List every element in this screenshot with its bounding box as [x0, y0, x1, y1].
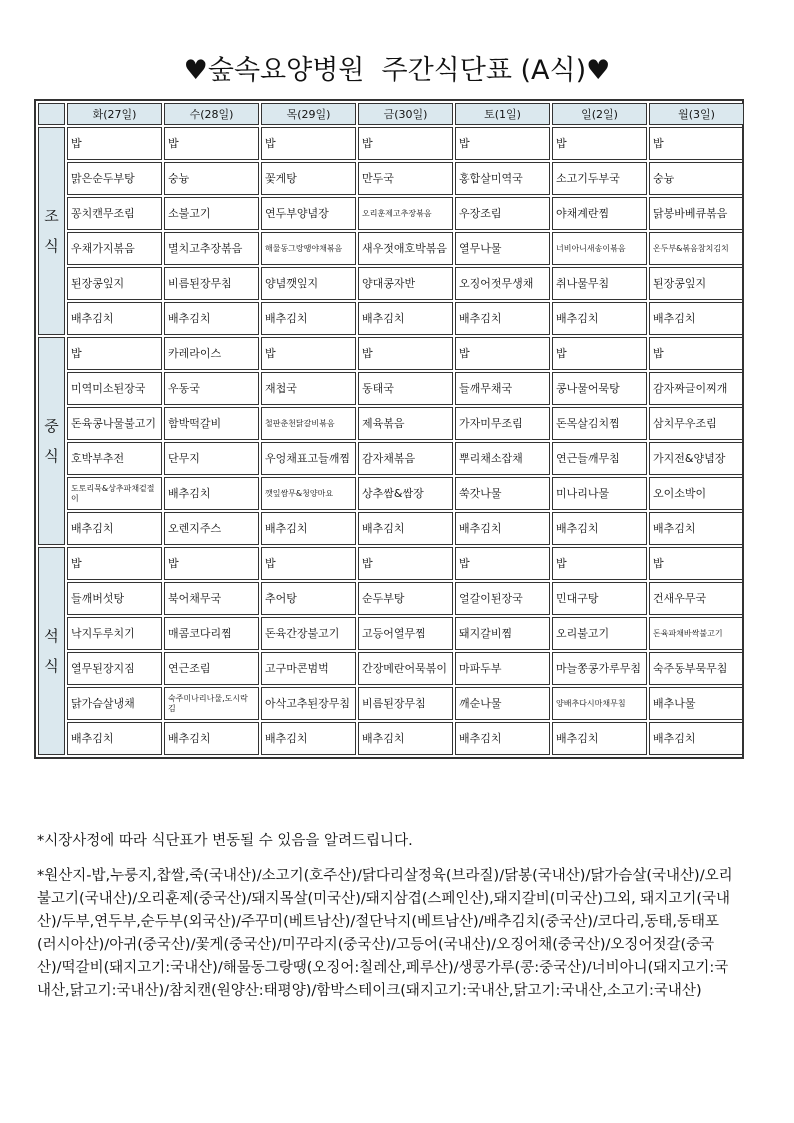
menu-item: 삼치무우조림: [649, 407, 744, 440]
menu-item: 추어탕: [261, 582, 356, 615]
meal-label: [38, 337, 65, 545]
menu-item: 배추김치: [552, 722, 647, 755]
menu-item: 해물동그랑땡야채볶음: [261, 232, 356, 265]
menu-item: 깨순나물: [455, 687, 550, 720]
meal-label-char: 조: [44, 207, 59, 225]
corner-cell: [38, 103, 65, 125]
menu-item: 돈육간장불고기: [261, 617, 356, 650]
day-header: 토(1일): [455, 103, 550, 125]
menu-item: 온두부&볶음참치김치: [649, 232, 744, 265]
menu-item: 양대콩자반: [358, 267, 453, 300]
day-header: 일(2일): [552, 103, 647, 125]
table-row: [38, 127, 744, 160]
menu-item: 밥: [455, 337, 550, 370]
menu-item: 배추김치: [649, 722, 744, 755]
menu-item: 미역미소된장국: [67, 372, 162, 405]
table-row: [38, 547, 744, 580]
menu-item: 숙주동부묵무침: [649, 652, 744, 685]
meal-label-char: 식: [44, 657, 59, 675]
menu-item: 깻잎쌈무&청양마요: [261, 477, 356, 510]
menu-item: 감자채볶음: [358, 442, 453, 475]
menu-item: 들깨무채국: [455, 372, 550, 405]
meal-label-char: 식: [44, 447, 59, 465]
table-row: [38, 512, 744, 545]
menu-item: 만두국: [358, 162, 453, 195]
table-row: [38, 582, 744, 615]
menu-item: 배추김치: [455, 722, 550, 755]
menu-item: 들깨버섯탕: [67, 582, 162, 615]
menu-item: 비름된장무침: [358, 687, 453, 720]
menu-item: 고구마콘범벅: [261, 652, 356, 685]
menu-item: 밥: [261, 547, 356, 580]
menu-item: 단무지: [164, 442, 259, 475]
menu-item: 얼갈이된장국: [455, 582, 550, 615]
menu-item: 홍합살미역국: [455, 162, 550, 195]
menu-item: 밥: [67, 127, 162, 160]
menu-item: 쑥갓나물: [455, 477, 550, 510]
menu-item: 연두부양념장: [261, 197, 356, 230]
menu-item: 숭늉: [649, 162, 744, 195]
weekly-menu-table: [36, 101, 746, 757]
menu-item: 밥: [164, 547, 259, 580]
menu-item: 배추김치: [164, 302, 259, 335]
menu-item: 상추쌈&쌈장: [358, 477, 453, 510]
menu-item: 밥: [164, 127, 259, 160]
menu-item: 열무나물: [455, 232, 550, 265]
menu-item: 돼지갈비찜: [455, 617, 550, 650]
menu-item: 밥: [261, 127, 356, 160]
menu-item: 배추김치: [261, 302, 356, 335]
menu-item: 낙지두루치기: [67, 617, 162, 650]
menu-item: 야채계란찜: [552, 197, 647, 230]
table-row: [38, 162, 744, 195]
menu-item: 동태국: [358, 372, 453, 405]
menu-item: 오리훈제고추장볶음: [358, 197, 453, 230]
menu-item: 도토리묵&상추파채겉절이: [67, 477, 162, 510]
menu-item: 철판춘천닭갈비볶음: [261, 407, 356, 440]
menu-item: 뿌리채소잡채: [455, 442, 550, 475]
day-header: 수(28일): [164, 103, 259, 125]
menu-item: 열무된장지짐: [67, 652, 162, 685]
menu-item: 꽁치캔무조림: [67, 197, 162, 230]
menu-item: 북어채무국: [164, 582, 259, 615]
menu-item: 마늘쫑콩가루무침: [552, 652, 647, 685]
day-header: 금(30일): [358, 103, 453, 125]
table-row: [38, 267, 744, 300]
menu-item: 새우젓애호박볶음: [358, 232, 453, 265]
menu-item: 오징어젓무생채: [455, 267, 550, 300]
day-header: 월(3일): [649, 103, 744, 125]
menu-item: 닭봉바베큐볶음: [649, 197, 744, 230]
notes-section: [37, 830, 737, 1015]
menu-item: 양념깻잎지: [261, 267, 356, 300]
menu-item: 돈목살김치찜: [552, 407, 647, 440]
table-row: [38, 232, 744, 265]
menu-item: 배추김치: [455, 302, 550, 335]
menu-item: 배추김치: [261, 512, 356, 545]
menu-item: 배추김치: [164, 722, 259, 755]
menu-item: 오렌지주스: [164, 512, 259, 545]
menu-item: 오리불고기: [552, 617, 647, 650]
menu-item: 밥: [649, 547, 744, 580]
menu-item: 배추김치: [358, 512, 453, 545]
menu-item: 매콤코다리찜: [164, 617, 259, 650]
menu-item: 재첩국: [261, 372, 356, 405]
menu-item: 배추김치: [552, 512, 647, 545]
table-row: [38, 477, 744, 510]
menu-item: 아삭고추된장무침: [261, 687, 356, 720]
table-row: [38, 652, 744, 685]
menu-item: 미나리나물: [552, 477, 647, 510]
day-header: 목(29일): [261, 103, 356, 125]
menu-item: 숙주미나리나물,도시락김: [164, 687, 259, 720]
menu-item: 배추김치: [67, 722, 162, 755]
day-header-row: [38, 103, 744, 125]
origin-text: *원산지-밥,누룽지,찹쌀,죽(국내산)/소고기(호주산)/닭다리살정육(브라질)/닭봉(국내산)/닭가슴살(국내산)/오리불고기(국내산)/오리훈제(중국산)/돼지목살(미국산)/돼지삼겹(스페인산),돼지갈비(미국산)그외, 돼지고기(국내산)/두부,연두부,순두부(외국산)/주꾸미(베트남산)/절단낙지(베트남산)/배추김치(중국산)/코다리,동태,동태포(러시아산)/아귀(중국산)/꽃게(중국산)/미꾸라지(중국산)/고등어(국내산)/오징어채(중국산)/오징어젓갈(중국산)/떡갈비(돼지고기:국내산)/해물동그랑땡(오징어:칠레산,페루산)/생콩가루(콩:중국산)/너비아니(돼지고기:국내산,닭고기:국내산)/참치캔(원양산:태평양)/함박스테이크(돼지고기:국내산,닭고기:국내산,소고기:국내산): [37, 868, 733, 999]
meal-label-char: 중: [44, 417, 59, 435]
menu-item: 배추김치: [358, 722, 453, 755]
menu-item: 건새우무국: [649, 582, 744, 615]
menu-item: 고등어열무찜: [358, 617, 453, 650]
menu-item: 우엉채표고들깨찜: [261, 442, 356, 475]
menu-item: 함박떡갈비: [164, 407, 259, 440]
menu-item: 밥: [67, 547, 162, 580]
menu-item: 오이소박이: [649, 477, 744, 510]
menu-item: 연근조림: [164, 652, 259, 685]
table-row: [38, 722, 744, 755]
menu-item: 꽃게탕: [261, 162, 356, 195]
menu-item: 밥: [358, 127, 453, 160]
table-row: [38, 442, 744, 475]
menu-item: 돈육콩나물불고기: [67, 407, 162, 440]
menu-item: 닭가슴살냉채: [67, 687, 162, 720]
menu-item: 민대구탕: [552, 582, 647, 615]
table-row: [38, 372, 744, 405]
meal-label-char: 석: [44, 627, 59, 645]
meal-label: [38, 127, 65, 335]
menu-item: 연근들깨무침: [552, 442, 647, 475]
menu-item: 밥: [358, 547, 453, 580]
notice-text: *시장사정에 따라 식단표가 변동될 수 있음을 알려드립니다.: [37, 833, 413, 849]
table-row: [38, 197, 744, 230]
menu-item: 밥: [552, 337, 647, 370]
menu-item: 양배추다시마채무침: [552, 687, 647, 720]
menu-item: 배추김치: [164, 477, 259, 510]
menu-item: 밥: [649, 127, 744, 160]
menu-item: 취나물무침: [552, 267, 647, 300]
table-row: [38, 337, 744, 370]
menu-item: 마파두부: [455, 652, 550, 685]
menu-item: 우채가지볶음: [67, 232, 162, 265]
meal-label: [38, 547, 65, 755]
menu-item: 제육볶음: [358, 407, 453, 440]
menu-item: 배추김치: [649, 302, 744, 335]
menu-item: 돈육파채바싹불고기: [649, 617, 744, 650]
menu-item: 된장콩잎지: [67, 267, 162, 300]
menu-item: 밥: [552, 127, 647, 160]
menu-item: 배추김치: [358, 302, 453, 335]
menu-item: 된장콩잎지: [649, 267, 744, 300]
menu-item: 순두부탕: [358, 582, 453, 615]
menu-item: 배추나물: [649, 687, 744, 720]
menu-item: 맑은순두부탕: [67, 162, 162, 195]
day-header: 화(27일): [67, 103, 162, 125]
menu-item: 밥: [649, 337, 744, 370]
menu-item: 우동국: [164, 372, 259, 405]
menu-item: 가자미무조림: [455, 407, 550, 440]
menu-item: 너비아니새송이볶음: [552, 232, 647, 265]
menu-item: 배추김치: [67, 512, 162, 545]
menu-item: 숭늉: [164, 162, 259, 195]
menu-item: 콩나물어묵탕: [552, 372, 647, 405]
table-row: [38, 687, 744, 720]
menu-item: 우장조림: [455, 197, 550, 230]
menu-item: 소고기두부국: [552, 162, 647, 195]
menu-item: 배추김치: [455, 512, 550, 545]
menu-item: 간장메란어묵볶이: [358, 652, 453, 685]
table-row: [38, 302, 744, 335]
meal-label-char: 식: [44, 237, 59, 255]
menu-item: 밥: [358, 337, 453, 370]
menu-item: 배추김치: [552, 302, 647, 335]
menu-item: 배추김치: [67, 302, 162, 335]
menu-body: [38, 127, 744, 755]
menu-item: 카레라이스: [164, 337, 259, 370]
menu-item: 배추김치: [649, 512, 744, 545]
menu-item: 비름된장무침: [164, 267, 259, 300]
menu-item: 가지전&양념장: [649, 442, 744, 475]
weekly-menu-table-frame: [34, 99, 744, 759]
page-title: ♥숲속요양병원 주간식단표 (A식)♥: [183, 55, 611, 86]
menu-item: 감자짜글이찌개: [649, 372, 744, 405]
table-row: [38, 407, 744, 440]
menu-item: 호박부추전: [67, 442, 162, 475]
menu-item: 멸치고추장볶음: [164, 232, 259, 265]
menu-item: 소불고기: [164, 197, 259, 230]
table-row: [38, 617, 744, 650]
menu-item: 밥: [455, 127, 550, 160]
menu-item: 밥: [455, 547, 550, 580]
menu-item: 배추김치: [261, 722, 356, 755]
menu-item: 밥: [261, 337, 356, 370]
menu-item: 밥: [67, 337, 162, 370]
menu-item: 밥: [552, 547, 647, 580]
